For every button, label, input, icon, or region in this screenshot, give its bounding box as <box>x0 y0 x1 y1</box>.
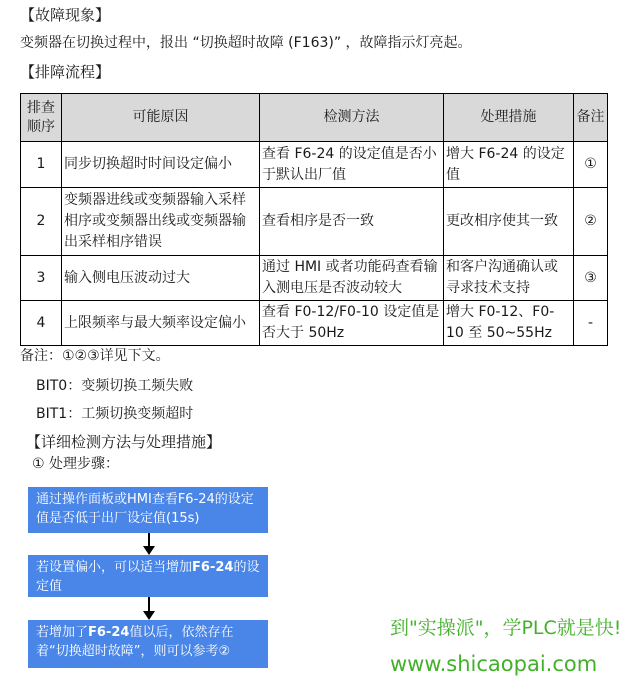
row-note: ③ <box>574 256 608 301</box>
flow-step-1 <box>28 487 268 533</box>
flow-step-2-param: F6-24 <box>192 560 234 575</box>
table-row <box>21 301 608 346</box>
row-cause: 变频器进线或变频器输入采样相序或变频器出线或变频器输出采样相序错误 <box>62 188 260 256</box>
row-number: 3 <box>21 256 62 301</box>
detail-heading: 【详细检测方法与处理措施】 <box>26 433 222 451</box>
troubleshooting-table <box>20 93 608 346</box>
table-header-row <box>21 94 608 142</box>
fault-phenomenon-heading: 【故障现象】 <box>20 6 111 24</box>
down-arrow-icon <box>145 597 153 620</box>
row-check: 查看 F6-24 的设定值是否小于默认出厂值 <box>260 142 444 188</box>
troubleshooting-process-heading: 【排障流程】 <box>20 63 111 81</box>
header-check: 检测方法 <box>260 94 444 142</box>
row-action: 更改相序使其一致 <box>444 188 574 256</box>
bit1-text: BIT1：工频切换变频超时 <box>36 406 194 422</box>
promo-slogan: 到"实操派"，学PLC就是快! <box>390 617 622 639</box>
flow-step-2-post: 的设定值 <box>36 560 260 594</box>
row-action: 增大 F6-24 的设定值 <box>444 142 574 188</box>
step-label: ① 处理步骤： <box>32 456 120 472</box>
row-number: 2 <box>21 188 62 256</box>
row-note: ① <box>574 142 608 188</box>
flow-step-3-param: F6-24 <box>88 625 130 640</box>
table-row <box>21 142 608 188</box>
row-action: 增大 F0-12、F0-10 至 50~55Hz <box>444 301 574 346</box>
fault-phenomenon-text: 变频器在切换过程中，报出 “切换超时故障 (F163)” ，故障指示灯亮起。 <box>20 35 472 51</box>
row-number: 1 <box>21 142 62 188</box>
row-action: 和客户沟通确认或寻求技术支持 <box>444 256 574 301</box>
table-row <box>21 188 608 256</box>
remark-text: 备注：①②③详见下文。 <box>20 348 170 364</box>
table-row <box>21 256 608 301</box>
promo-url: www.shicaopai.com <box>390 652 598 676</box>
header-note: 备注 <box>574 94 608 142</box>
header-cause: 可能原因 <box>62 94 260 142</box>
flow-step-2-pre: 若设置偏小，可以适当增加 <box>36 560 193 575</box>
flow-step-1-text: 通过操作面板或HMI查看F6-24的设定值是否低于出厂设定值(15s) <box>36 492 254 526</box>
row-number: 4 <box>21 301 62 346</box>
row-check: 通过 HMI 或者功能码查看输入测电压是否波动较大 <box>260 256 444 301</box>
flow-step-2 <box>28 555 268 597</box>
header-action: 处理措施 <box>444 94 574 142</box>
row-note: - <box>574 301 608 346</box>
row-check: 查看 F0-12/F0-10 设定值是否大于 50Hz <box>260 301 444 346</box>
row-cause: 输入侧电压波动过大 <box>62 256 260 301</box>
bit0-text: BIT0：变频切换工频失败 <box>36 378 194 394</box>
row-note: ② <box>574 188 608 256</box>
row-cause: 上限频率与最大频率设定偏小 <box>62 301 260 346</box>
flow-step-3-pre: 若增加了 <box>36 625 89 640</box>
down-arrow-icon <box>145 533 153 555</box>
flow-step-3-post: 值以后，依然存在着“切换超时故障”，则可以参考② <box>36 625 234 659</box>
header-order: 排查顺序 <box>21 94 62 142</box>
row-cause: 同步切换超时时间设定偏小 <box>62 142 260 188</box>
row-check: 查看相序是否一致 <box>260 188 444 256</box>
flow-step-3 <box>28 620 268 668</box>
